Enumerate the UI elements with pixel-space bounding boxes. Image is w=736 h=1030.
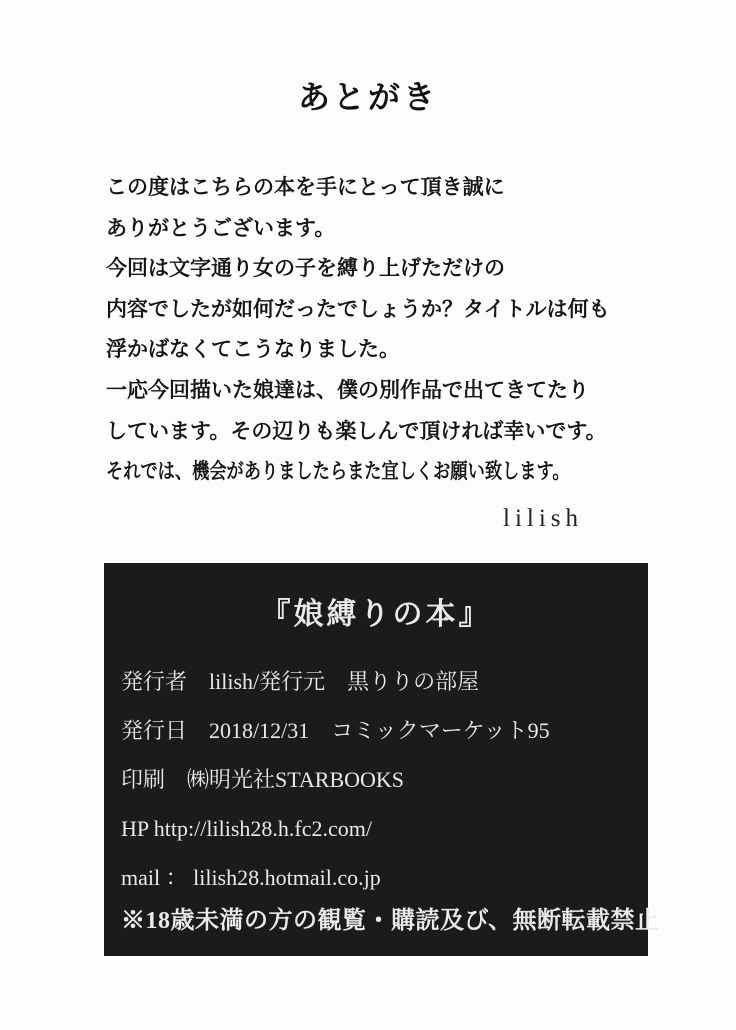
mail-line: mail ： lilish28.hotmail.co.jp (121, 865, 381, 890)
afterword-text (106, 168, 686, 493)
publisher-line: 発行者 lilish/発行元 黒りりの部屋 (121, 669, 480, 694)
afterword-line: 今回は文字通り女の子を縛り上げただけの (106, 257, 505, 281)
page-title: あとがき (297, 79, 438, 115)
afterword-line: しています。その辺りも楽しんで頂ければ幸いです。 (106, 419, 607, 443)
colophon-details (121, 657, 631, 902)
afterword-line: この度はこちらの本を手にとって頂き誠に (106, 176, 505, 199)
author-signature: lilish (503, 505, 584, 532)
publish-date-line: 発行日 2018/12/31 コミックマーケット95 (121, 718, 550, 743)
afterword-line: ありがとうございます。 (106, 216, 336, 240)
afterword-line: それでは、機会がありましたらまた宜しくお願い致します。 (106, 460, 570, 484)
afterword-line: 浮かばなくてこうなりました。 (106, 338, 400, 362)
printer-line: 印刷 ㈱明光社STARBOOKS (121, 767, 405, 792)
afterword-line: 一応今回描いた娘達は、僕の別作品で出てきてたり (106, 378, 589, 402)
colophon-box (104, 563, 660, 956)
book-title: 『娘縛りの本』 (260, 598, 492, 631)
afterword-line: 内容でしたが如何だったでしょうか？タイトルは何も (106, 297, 610, 321)
age-restriction-notice: ※18歳未満の方の観覧・購読及び、無断転載禁止 (121, 908, 660, 934)
homepage-line: HP http://lilish28.h.fc2.com/ (121, 816, 372, 841)
